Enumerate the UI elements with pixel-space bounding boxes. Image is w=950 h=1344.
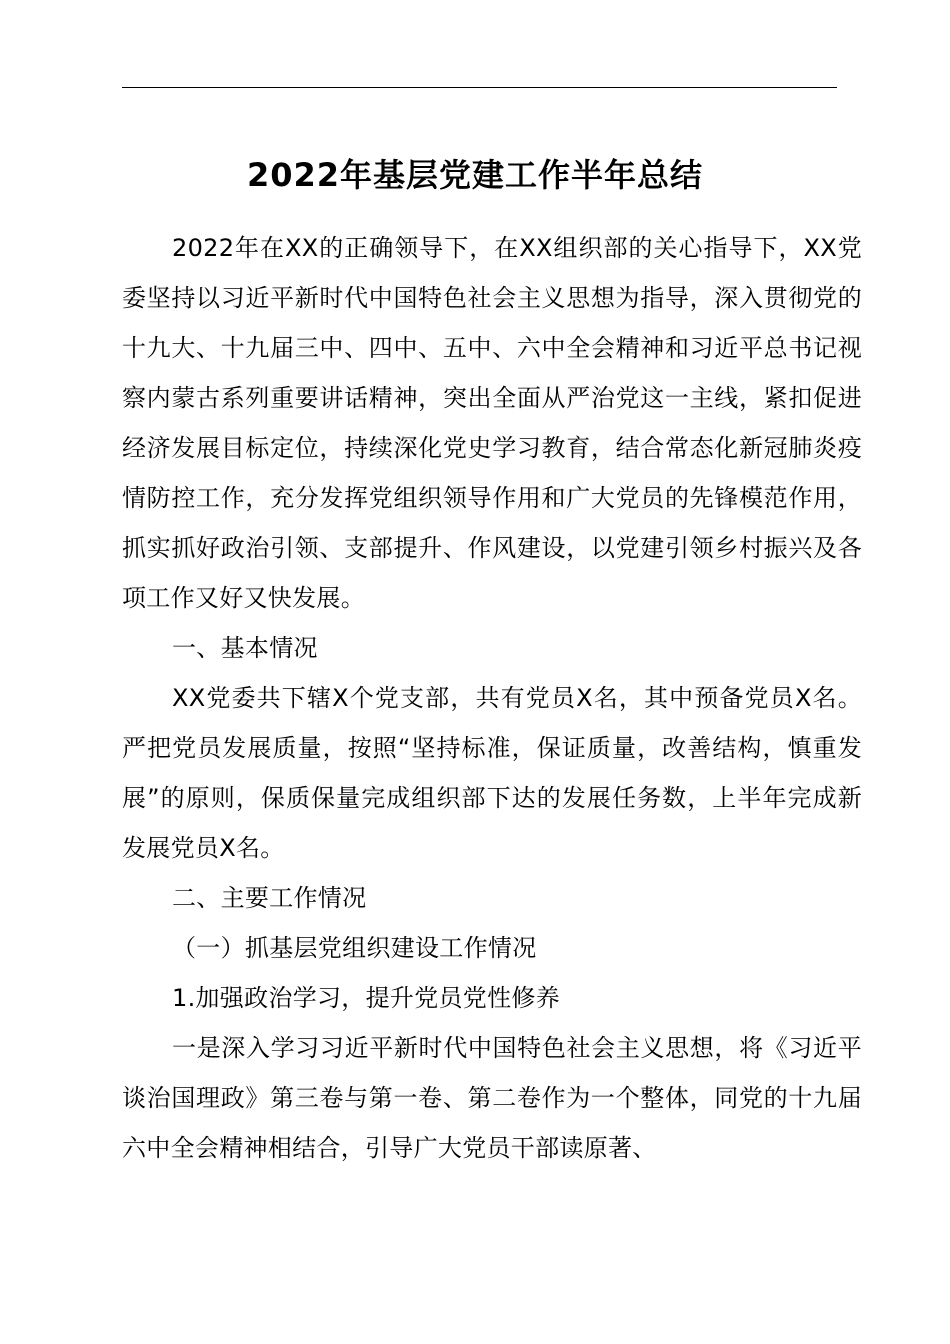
document-title: 2022年基层党建工作半年总结 xyxy=(246,156,704,194)
political-study-paragraph: 一是深入学习习近平新时代中国特色社会主义思想，将《习近平谈治国理政》第三卷与第一卷、第二卷作为一个整体，同党的十九届六中全会精神相结合，引导广大党员干部读原著、 xyxy=(122,1034,862,1162)
document-body xyxy=(122,223,862,1173)
section-heading-main-work: 二、主要工作情况 xyxy=(172,884,367,912)
section-heading-basic-situation: 一、基本情况 xyxy=(172,634,318,662)
subsection-heading-org-building: （一）抓基层党组织建设工作情况 xyxy=(172,934,537,962)
intro-paragraph: 2022年在XX的正确领导下，在XX组织部的关心指导下，XX党委坚持以习近平新时代中国特色社会主义思想为指导，深入贯彻党的十九大、十九届三中、四中、五中、六中全会精神和习近平总书记视察内蒙古系列重要讲话精神，突出全面从严治党这一主线，紧扣促进经济发展目标定位，持续深化党史学习教育，结合常态化新冠肺炎疫情防控工作，充分发挥党组织领导作用和广大党员的先锋模范作用，抓实抓好政治引领、支部提升、作风建设，以党建引领乡村振兴及各项工作又好又快发展。 xyxy=(122,234,862,612)
header-rule xyxy=(122,87,837,88)
item-heading-political-study: 1.加强政治学习，提升党员党性修养 xyxy=(172,984,560,1012)
basic-situation-paragraph: XX党委共下辖X个党支部，共有党员X名，其中预备党员X名。严把党员发展质量，按照“坚持标准，保证质量，改善结构，慎重发展”的原则，保质保量完成组织部下达的发展任务数，上半年完成新发展党员X名。 xyxy=(122,684,862,862)
